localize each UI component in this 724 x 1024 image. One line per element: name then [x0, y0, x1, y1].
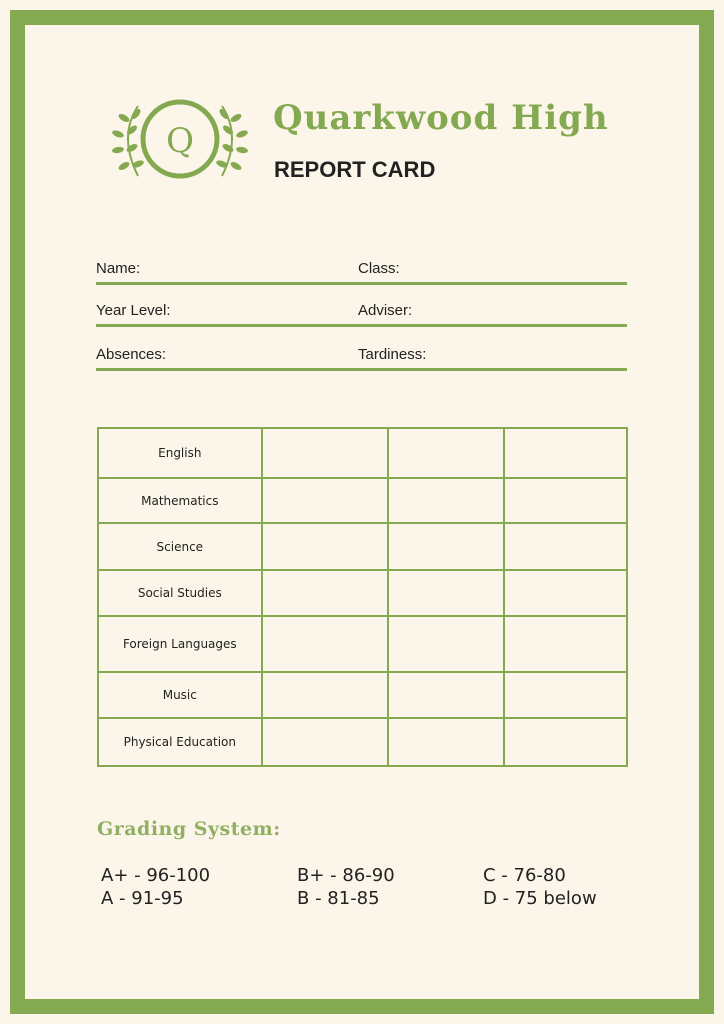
table-row	[98, 616, 627, 672]
grade-cell[interactable]	[504, 570, 627, 616]
grade-cell[interactable]	[262, 718, 388, 766]
grade-scale-item: A - 91-95	[101, 888, 184, 909]
grade-cell[interactable]	[388, 616, 503, 672]
subject-cell: Social Studies	[98, 570, 262, 616]
tardiness-label: Tardiness:	[358, 346, 427, 363]
grade-cell[interactable]	[388, 672, 503, 718]
adviser-label: Adviser:	[358, 302, 413, 319]
subject-cell: Mathematics	[98, 478, 262, 523]
grade-cell[interactable]	[262, 570, 388, 616]
subject-cell: Music	[98, 672, 262, 718]
table-row	[98, 718, 627, 766]
absences-label: Absences:	[96, 346, 167, 363]
table-row	[98, 523, 627, 570]
grade-cell[interactable]	[262, 478, 388, 523]
grade-cell[interactable]	[262, 672, 388, 718]
grade-scale-item: C - 76-80	[483, 865, 566, 886]
grade-cell[interactable]	[388, 718, 503, 766]
subject-cell: Foreign Languages	[98, 616, 262, 672]
name-class-line[interactable]	[96, 282, 627, 285]
year-adviser-line[interactable]	[96, 324, 627, 327]
grade-cell[interactable]	[504, 616, 627, 672]
svg-text:Q: Q	[166, 121, 194, 161]
grade-cell[interactable]	[388, 570, 503, 616]
grade-scale-item: B+ - 86-90	[297, 865, 395, 886]
year-level-label: Year Level:	[96, 302, 171, 319]
grade-cell[interactable]	[504, 523, 627, 570]
page-title: REPORT CARD	[274, 157, 436, 182]
school-name: Quarkwood High	[273, 98, 609, 138]
grade-cell[interactable]	[388, 478, 503, 523]
subject-cell: Physical Education	[98, 718, 262, 766]
grade-cell[interactable]	[504, 428, 627, 478]
grade-cell[interactable]	[504, 718, 627, 766]
class-label: Class:	[358, 260, 400, 277]
table-row	[98, 428, 627, 478]
absences-tardiness-line[interactable]	[96, 368, 627, 371]
grade-scale-item: D - 75 below	[483, 888, 597, 909]
grade-cell[interactable]	[504, 478, 627, 523]
table-row	[98, 672, 627, 718]
grade-cell[interactable]	[388, 523, 503, 570]
subject-cell: Science	[98, 523, 262, 570]
name-label: Name:	[96, 260, 141, 277]
subject-cell: English	[98, 428, 262, 478]
grade-cell[interactable]	[388, 428, 503, 478]
table-row	[98, 570, 627, 616]
grade-cell[interactable]	[262, 523, 388, 570]
grade-scale-item: B - 81-85	[297, 888, 380, 909]
grade-scale-item: A+ - 96-100	[101, 865, 211, 886]
school-logo-laurel	[110, 96, 250, 186]
grade-cell[interactable]	[504, 672, 627, 718]
table-row	[98, 478, 627, 523]
grade-cell[interactable]	[262, 428, 388, 478]
grading-system-title: Grading System:	[97, 818, 281, 840]
grade-cell[interactable]	[262, 616, 388, 672]
grades-table	[97, 427, 628, 767]
